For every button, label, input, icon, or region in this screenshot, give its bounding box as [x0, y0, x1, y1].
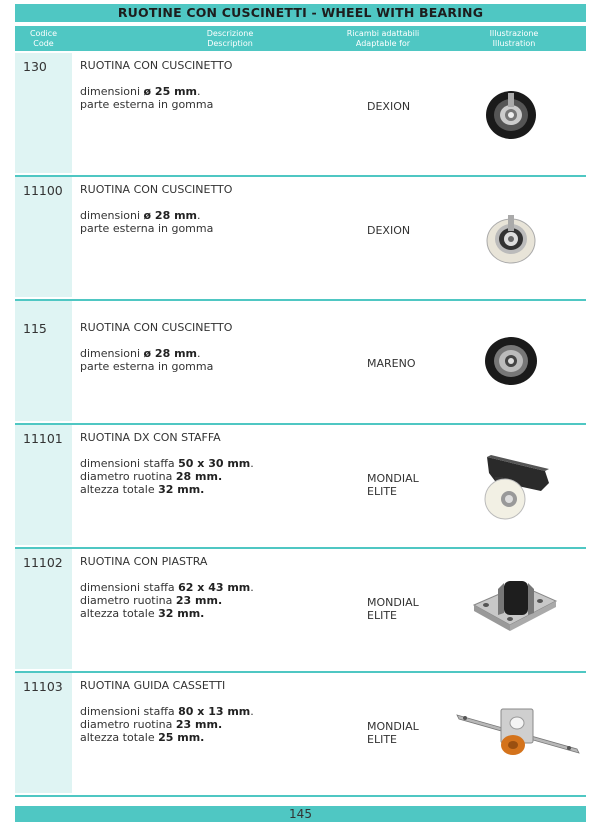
spec-line: dimensioni staffa 80 x 13 mm. — [80, 705, 254, 718]
page-number: 145 — [15, 806, 586, 822]
spec-line: parte esterna in gomma — [80, 98, 214, 111]
adaptable-for: MONDIAL ELITE — [367, 596, 419, 622]
code-cell — [15, 301, 72, 421]
spec-line: dimensioni ø 28 mm. — [80, 347, 201, 360]
spec-line: dimensioni ø 25 mm. — [80, 85, 201, 98]
product-specs — [80, 347, 213, 373]
header-description: Descrizione Description — [206, 29, 254, 48]
plate-wheel-icon — [470, 575, 560, 643]
product-name: RUOTINA CON CUSCINETTO — [80, 321, 233, 334]
product-specs — [80, 581, 254, 620]
black-bearing-wheel-icon — [483, 335, 539, 387]
product-row — [15, 673, 586, 797]
spec-line: diametro ruotina 28 mm. — [80, 470, 223, 483]
header-adaptable: Ricambi adattabili Adaptable for — [346, 29, 420, 48]
product-code: 11103 — [23, 679, 63, 694]
header-illustration: Illustrazione Illustration — [489, 29, 539, 48]
black-bearing-wheel-icon — [481, 85, 541, 145]
spec-line: altezza totale 25 mm. — [80, 731, 205, 744]
spec-line: diametro ruotina 23 mm. — [80, 594, 223, 607]
product-name: RUOTINA DX CON STAFFA — [80, 431, 221, 444]
product-specs — [80, 705, 254, 744]
adaptable-for: DEXION — [367, 100, 411, 113]
spec-line: dimensioni ø 28 mm. — [80, 209, 201, 222]
product-name: RUOTINA CON PIASTRA — [80, 555, 208, 568]
spec-line: dimensioni staffa 62 x 43 mm. — [80, 581, 254, 594]
product-specs — [80, 85, 213, 111]
spec-line: dimensioni staffa 50 x 30 mm. — [80, 457, 254, 470]
product-specs — [80, 457, 254, 496]
product-name: RUOTINA CON CUSCINETTO — [80, 183, 233, 196]
page-title: RUOTINE CON CUSCINETTI - WHEEL WITH BEARING — [15, 4, 586, 22]
adaptable-for: DEXION — [367, 224, 411, 237]
table-header — [15, 26, 586, 51]
spec-line: parte esterna in gomma — [80, 222, 214, 235]
product-row — [15, 301, 586, 425]
product-code: 11102 — [23, 555, 63, 570]
product-code: 115 — [23, 321, 47, 336]
product-name: RUOTINA CON CUSCINETTO — [80, 59, 233, 72]
product-row — [15, 177, 586, 301]
product-code: 11101 — [23, 431, 63, 446]
white-bearing-wheel-icon — [481, 209, 541, 269]
product-code: 130 — [23, 59, 47, 74]
product-specs — [80, 209, 213, 235]
drawer-guide-wheel-icon — [455, 701, 581, 761]
product-row — [15, 425, 586, 549]
product-code: 11100 — [23, 183, 63, 198]
spec-line: altezza totale 32 mm. — [80, 607, 205, 620]
adaptable-for: MONDIAL ELITE — [367, 720, 419, 746]
spec-line: diametro ruotina 23 mm. — [80, 718, 223, 731]
adaptable-for: MONDIAL ELITE — [367, 472, 419, 498]
spec-line: altezza totale 32 mm. — [80, 483, 205, 496]
adaptable-for: MARENO — [367, 357, 416, 370]
product-row — [15, 53, 586, 177]
product-row — [15, 549, 586, 673]
bracket-wheel-icon — [475, 449, 555, 524]
header-code: Codice Code — [29, 29, 58, 48]
row-divider — [15, 795, 586, 797]
spec-line: parte esterna in gomma — [80, 360, 214, 373]
product-name: RUOTINA GUIDA CASSETTI — [80, 679, 226, 692]
